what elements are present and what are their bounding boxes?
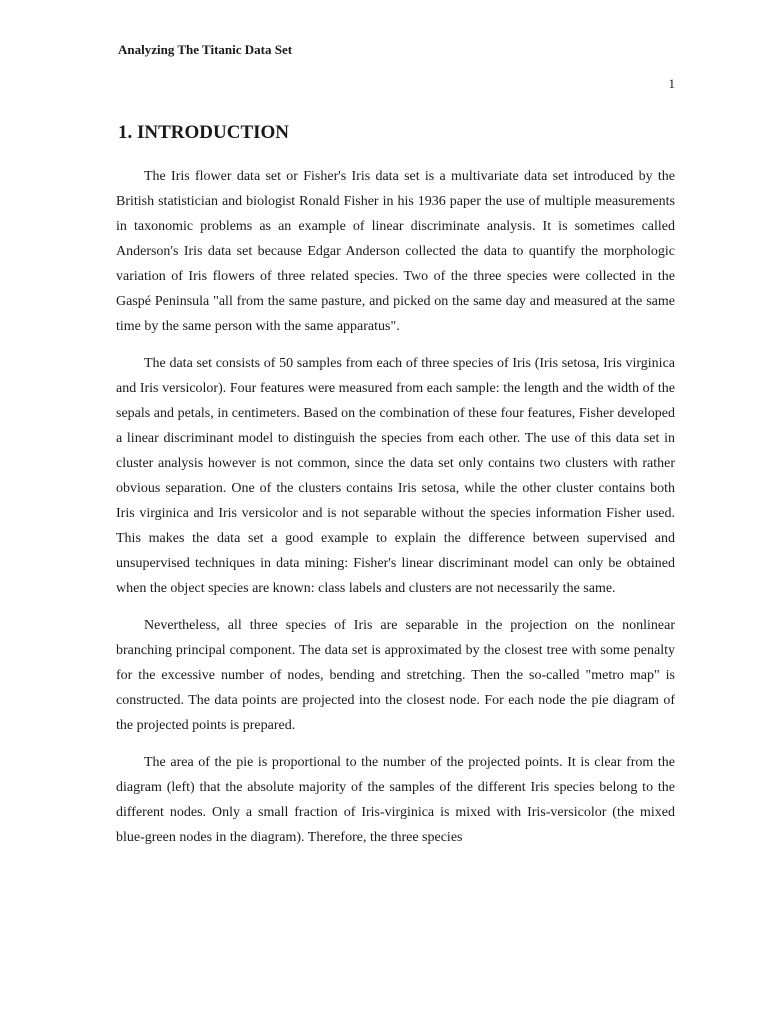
paragraph: The Iris flower data set or Fisher's Iris data set is a multivariate data set introduced by the British statistician and biologist Ronald Fisher in his 1936 paper the use of multiple measurements in taxonomic problems as an example of linear discriminate analysis. It is sometimes called Anderson's Iris data set because Edgar Anderson collected the data to quantify the morphologic variation of Iris flowers of three related species. Two of the three species were collected in the Gaspé Peninsula "all from the same pasture, and picked on the same day and measured at the same time by the same person with the same apparatus".	[116, 169, 675, 334]
page-number: 1	[668, 76, 675, 91]
body-text	[116, 164, 675, 862]
running-header-title: Analyzing The Titanic Data Set	[118, 42, 293, 57]
paragraph: The area of the pie is proportional to the number of the projected points. It is clear from the diagram (left) that the absolute majority of the samples of the different Iris species belong to the different nodes. Only a small fraction of Iris-virginica is mixed with Iris-versicolor (the mixed blue-green nodes in the diagram). Therefore, the three species	[116, 755, 675, 845]
paragraph: Nevertheless, all three species of Iris are separable in the projection on the nonlinear branching principal component. The data set is approximated by the closest tree with some penalty for the excessive number of nodes, bending and stretching. Then the so-called "metro map" is constructed. The data points are projected into the closest node. For each node the pie diagram of the projected points is prepared.	[116, 618, 675, 733]
paragraph: The data set consists of 50 samples from each of three species of Iris (Iris setosa, Iris virginica and Iris versicolor). Four features were measured from each sample: the length and the width of the sepals and petals, in centimeters. Based on the combination of these four features, Fisher developed a linear discriminant model to distinguish the species from each other. The use of this data set in cluster analysis however is not common, since the data set only contains two clusters with rather obvious separation. One of the clusters contains Iris setosa, while the other cluster contains both Iris virginica and Iris versicolor and is not separable without the species information Fisher used. This makes the data set a good example to explain the difference between supervised and unsupervised techniques in data mining: Fisher's linear discriminant model can only be obtained when the object species are known: class labels and clusters are not necessarily the same.	[116, 356, 675, 596]
section-heading: 1. INTRODUCTION	[118, 122, 290, 143]
